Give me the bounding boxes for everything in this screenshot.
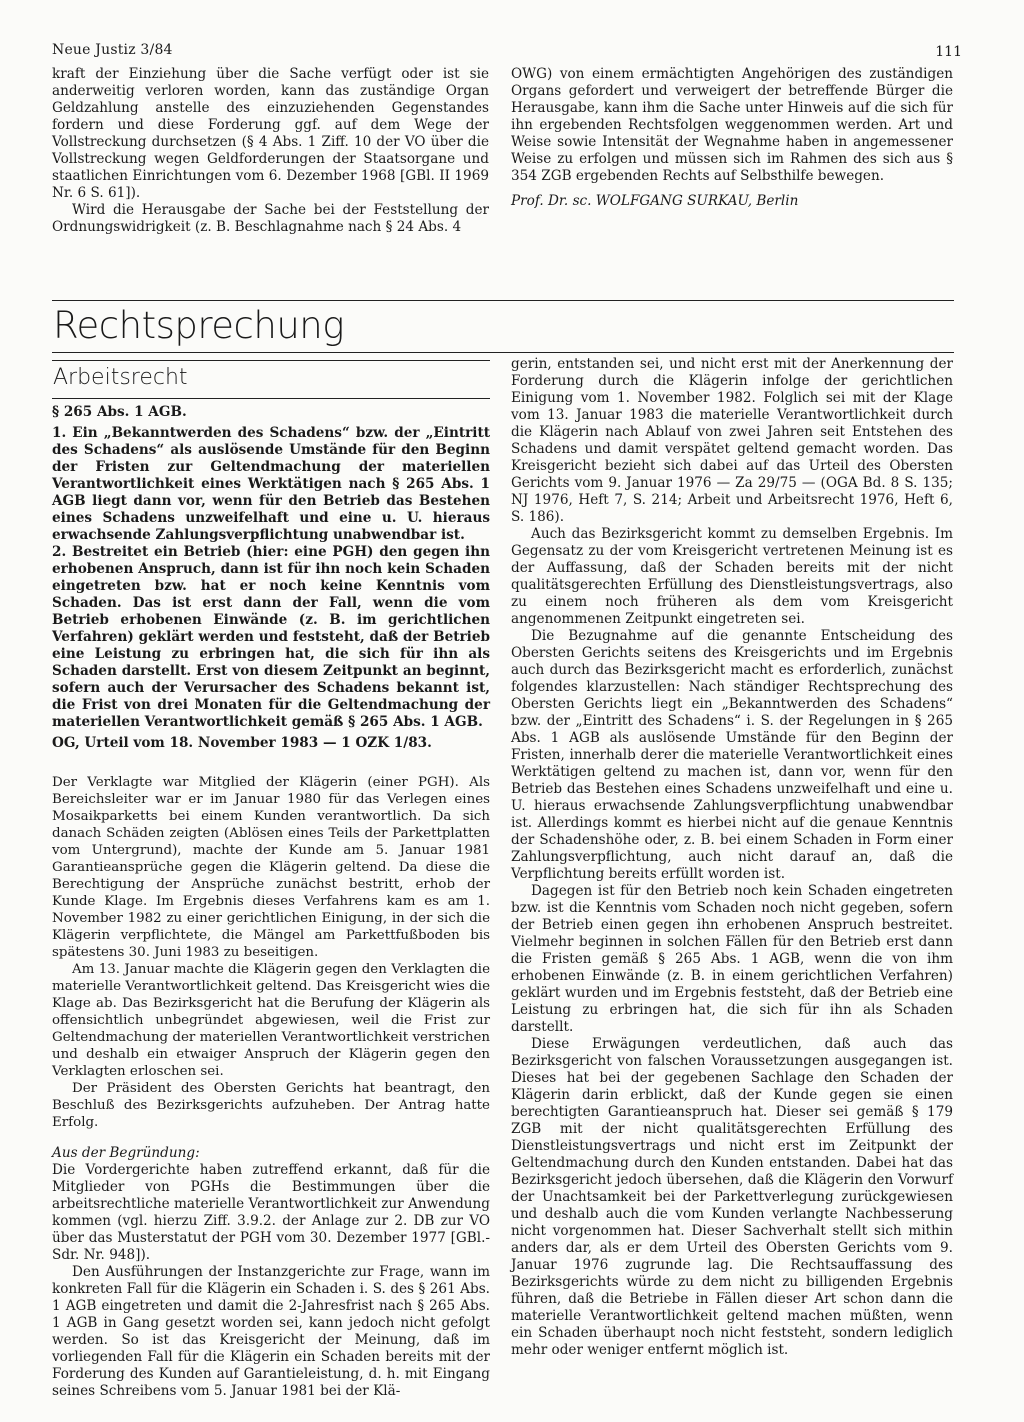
subsection-title: Arbeitsrecht: [53, 365, 188, 390]
paragraph: Am 13. Januar machte die Klägerin gegen den Verklagten die materielle Verantwortlichkeit geltend. Das Kreisgericht wies die Klage ab. Das Bezirksgericht hat die Berufung der Klägerin als offensichtlich unbegründet abgewiesen, weil die Frist zur Geltendmachung der materiellen Verantwortlichkeit verstrichen und deshalb ein etwaiger Anspruch der Klägerin gegen den Verklagten erloschen sei.: [52, 962, 490, 1079]
paragraph: Die Bezugnahme auf die genannte Entscheidung des Obersten Gerichts seitens des Kreisgerichts und im Ergebnis auch durch das Bezirksgericht macht es erforderlich, zunächst folgendes klarzustellen: Nach ständiger Rechtsprechung des Obersten Gerichts liegt ein „Bekanntwerden des Schadens“ bzw. der „Eintritt des Schadens“ i. S. der Regelungen in § 265 Abs. 1 AGB als auslösende Umstände für den Beginn der Fristen, innerhalb derer die materielle Verantwortlichkeit eines Werktätigen geltend zu machen ist, dann vor, wenn für den Betrieb das Bestehen eines Schadens unzweifelhaft und eine u. U. hieraus erwachsende Zahlungsverpflichtung unabwendbar ist. Allerdings kommt es hierbei nicht auf die genaue Kenntnis der Schadenshöhe oder, z. B. bei einem Schaden in Form einer Zahlungsverpflichtung, auch nicht darauf an, daß die Verpflichtung bereits erfüllt worden ist.: [511, 628, 953, 882]
paragraph: Wird die Herausgabe der Sache bei der Feststellung der Ordnungswidrigkeit (z. B. Beschlagnahme nach § 24 Abs. 4: [52, 202, 489, 235]
continued-paragraph: OWG) von einem ermächtigten Angehörigen des zuständigen Organs gefordert und verweigert der betreffende Bürger die Herausgabe, kann ihm die Sache unter Hinweis auf die sich für ihn ergebenden Rechtsfolgen weggenommen werden. Art und Weise sowie Intensität der Wegnahme haben in angemessener Weise zu erfolgen und müssen sich im Rahmen des sich aus § 354 ZGB ergebenden Rechts auf Selbsthilfe bewegen.: [511, 66, 953, 184]
page-number: 111: [935, 44, 962, 60]
paragraph: Der Präsident des Obersten Gerichts hat beantragt, den Beschluß des Bezirksgerichts aufzuheben. Der Antrag hatte Erfolg.: [52, 1081, 490, 1130]
headnote-point-2: 2. Bestreitet ein Betrieb (hier: eine PGH) den gegen ihn erhobenen Anspruch, dann ist für ihn noch kein Schaden eingetreten bzw. hat er noch keine Kenntnis vom Schaden. Das ist erst dann der Fall, wenn die vom Betrieb erhobenen Einwände (z. B. im gerichtlichen Verfahren) geklärt werden und feststeht, daß der Betrieb eine Leistung zu erbringen hat, die sich für ihn als Schaden darstellt. Erst von diesem Zeitpunkt an beginnt, sofern auch der Verursacher des Schadens bekannt ist, die Frist von drei Monaten für die Geltendmachung der materiellen Verantwortlichkeit gemäß § 265 Abs. 1 AGB.: [52, 544, 490, 730]
statute-reference: § 265 Abs. 1 AGB.: [52, 404, 187, 420]
divider: [52, 300, 954, 301]
reasons-label: Aus der Begründung:: [52, 1145, 200, 1161]
divider: [52, 352, 954, 353]
headnote-point-1: 1. Ein „Bekanntwerden des Schadens“ bzw. der „Eintritt des Schadens“ als auslösende Umstände für den Beginn der Fristen zur Geltendmachung der materiellen Verantwortlichkeit eines Werktätigen nach § 265 Abs. 1 AGB liegt dann vor, wenn für den Betrieb das Bestehen eines Schadens unzweifelhaft und eine u. U. hieraus erwachsende Zahlungsverpflichtung unabwendbar ist.: [52, 425, 490, 543]
paragraph: Den Ausführungen der Instanzgerichte zur Frage, wann im konkreten Fall für die Klägerin ein Schaden i. S. des § 261 Abs. 1 AGB eingetreten und damit die 2-Jahresfrist nach § 265 Abs. 1 AGB in Gang gesetzt worden sei, kann jedoch nicht gefolgt werden. So ist das Kreisgericht der Meinung, daß im vorliegenden Fall für die Klägerin ein Schaden bereits mit der Forderung des Kunden auf Garantieleistung, d. h. mit Eingang seines Schreibens vom 5. Januar 1981 bei der Klä-: [52, 1264, 490, 1399]
author-byline: Prof. Dr. sc. WOLFGANG SURKAU, Berlin: [511, 193, 799, 209]
divider: [52, 360, 490, 361]
court-citation: OG, Urteil vom 18. November 1983 — 1 OZK 1/83.: [52, 735, 432, 751]
right-article-column: [511, 356, 953, 1359]
journal-header: Neue Justiz 3/84: [52, 42, 173, 58]
top-left-column: [52, 66, 489, 236]
paragraph: Diese Erwägungen verdeutlichen, daß auch das Bezirksgericht von falschen Voraussetzungen ausgegangen ist. Dieses hat bei der gegebenen Sachlage den Schaden der Klägerin darin erblickt, daß der Kunde gegen sie einen berechtigten Garantieanspruch hat. Dieser sei gemäß § 179 ZGB mit der nicht qualitätsgerechten Erfüllung des Dienstleistungsvertrags und nicht erst im Zeitpunkt der Geltendmachung durch den Kunden entstanden. Dabei hat das Bezirksgericht jedoch übersehen, daß die Klägerin den Vorwurf der Unachtsamkeit bei der Parkettverlegung zurückgewiesen und deshalb auch die vom Kunden verlangte Nachbesserung nicht vorgenommen hat. Dieser Sachverhalt stellt sich mithin anders dar, als er dem Urteil des Obersten Gerichts vom 9. Januar 1976 zugrunde lag. Die Rechtsauffassung des Bezirksgerichts würde zu dem nicht zu billigenden Ergebnis führen, daß die Betriebe in Fällen dieser Art schon dann die materielle Verantwortlichkeit geltend machen müßten, wenn ein Schaden überhaupt noch nicht feststeht, sondern lediglich mehr oder weniger entfernt möglich ist.: [511, 1036, 953, 1358]
top-right-column: [511, 66, 953, 210]
paragraph: Dagegen ist für den Betrieb noch kein Schaden eingetreten bzw. ist die Kenntnis vom Schaden noch nicht gegeben, sofern der Betrieb einen gegen ihn erhobenen Anspruch bestreitet. Vielmehr beginnen in solchen Fällen für den Betrieb erst dann die Fristen gemäß § 265 Abs. 1 AGB, wenn die von ihm erhobenen Einwände (z. B. in einem gerichtlichen Verfahren) geklärt wurden und im Ergebnis feststeht, daß der Betrieb eine Leistung zu erbringen hat, die sich für ihn als Schaden darstellt.: [511, 883, 953, 1035]
paragraph: Auch das Bezirksgericht kommt zu demselben Ergebnis. Im Gegensatz zu der vom Kreisgericht vertretenen Meinung ist es der Auffassung, daß der Schaden bereits mit der nicht qualitätsgerechten Erfüllung des Dienstleistungsvertrags, also zu einem noch früheren als dem vom Kreisgericht angenommenen Zeitpunkt eingetreten sei.: [511, 526, 953, 627]
paragraph: Die Vordergerichte haben zutreffend erkannt, daß für die Mitglieder von PGHs die Bestimmungen über die arbeitsrechtliche materielle Verantwortlichkeit zur Anwendung kommen (vgl. hierzu Ziff. 3.9.2. der Anlage zur 2. DB zur VO über das Musterstatut der PGH vom 30. Dezember 1977 [GBl.-Sdr. Nr. 948]).: [52, 1162, 490, 1263]
left-article-column: [52, 404, 490, 1400]
section-title: Rechtsprechung: [53, 304, 344, 347]
continued-paragraph: gerin, entstanden sei, und nicht erst mit der Anerkennung der Forderung durch die Klägerin infolge der gerichtlichen Einigung vom 1. November 1982. Folglich sei mit der Klage vom 13. Januar 1983 die materielle Verantwortlichkeit durch die Klägerin nach Ablauf von zwei Jahren seit Entstehen des Schadens und damit verspätet geltend gemacht worden. Das Kreisgericht bezieht sich dabei auf das Urteil des Obersten Gerichts vom 9. Januar 1976 — Za 29/75 — (OGA Bd. 8 S. 135; NJ 1976, Heft 7, S. 214; Arbeit und Arbeitsrecht 1976, Heft 6, S. 186).: [511, 356, 953, 525]
continued-paragraph: kraft der Einziehung über die Sache verfügt oder ist sie anderweitig verloren worden, kann das zuständige Organ Geldzahlung anstelle des einzuziehenden Gegenstandes fordern und diese Forderung ggf. auf dem Wege der Vollstreckung durchsetzen (§ 4 Abs. 1 Ziff. 10 der VO über die Vollstreckung wegen Geldforderungen der Staatsorgane und staatlichen Einrichtungen vom 6. Dezember 1968 [GBl. II 1969 Nr. 6 S. 61]).: [52, 66, 489, 201]
divider: [52, 398, 490, 399]
paragraph: Der Verklagte war Mitglied der Klägerin (einer PGH). Als Bereichsleiter war er im Januar 1980 für das Verlegen eines Mosaikparketts bei einem Kunden verantwortlich. Da sich danach Schäden zeigten (Ablösen eines Teils der Parkettplatten vom Untergrund), machte der Kunde am 5. Januar 1981 Garantieansprüche gegen die Klägerin geltend. Da diese die Berechtigung der Ansprüche zunächst bestritt, erhob der Kunde Klage. Im Ergebnis dieses Verfahrens kam es am 1. November 1982 zu einer gerichtlichen Einigung, in der sich die Klägerin verpflichtete, die Mängel am Parkettfußboden bis spätestens 30. Juni 1983 zu beseitigen.: [52, 775, 490, 960]
